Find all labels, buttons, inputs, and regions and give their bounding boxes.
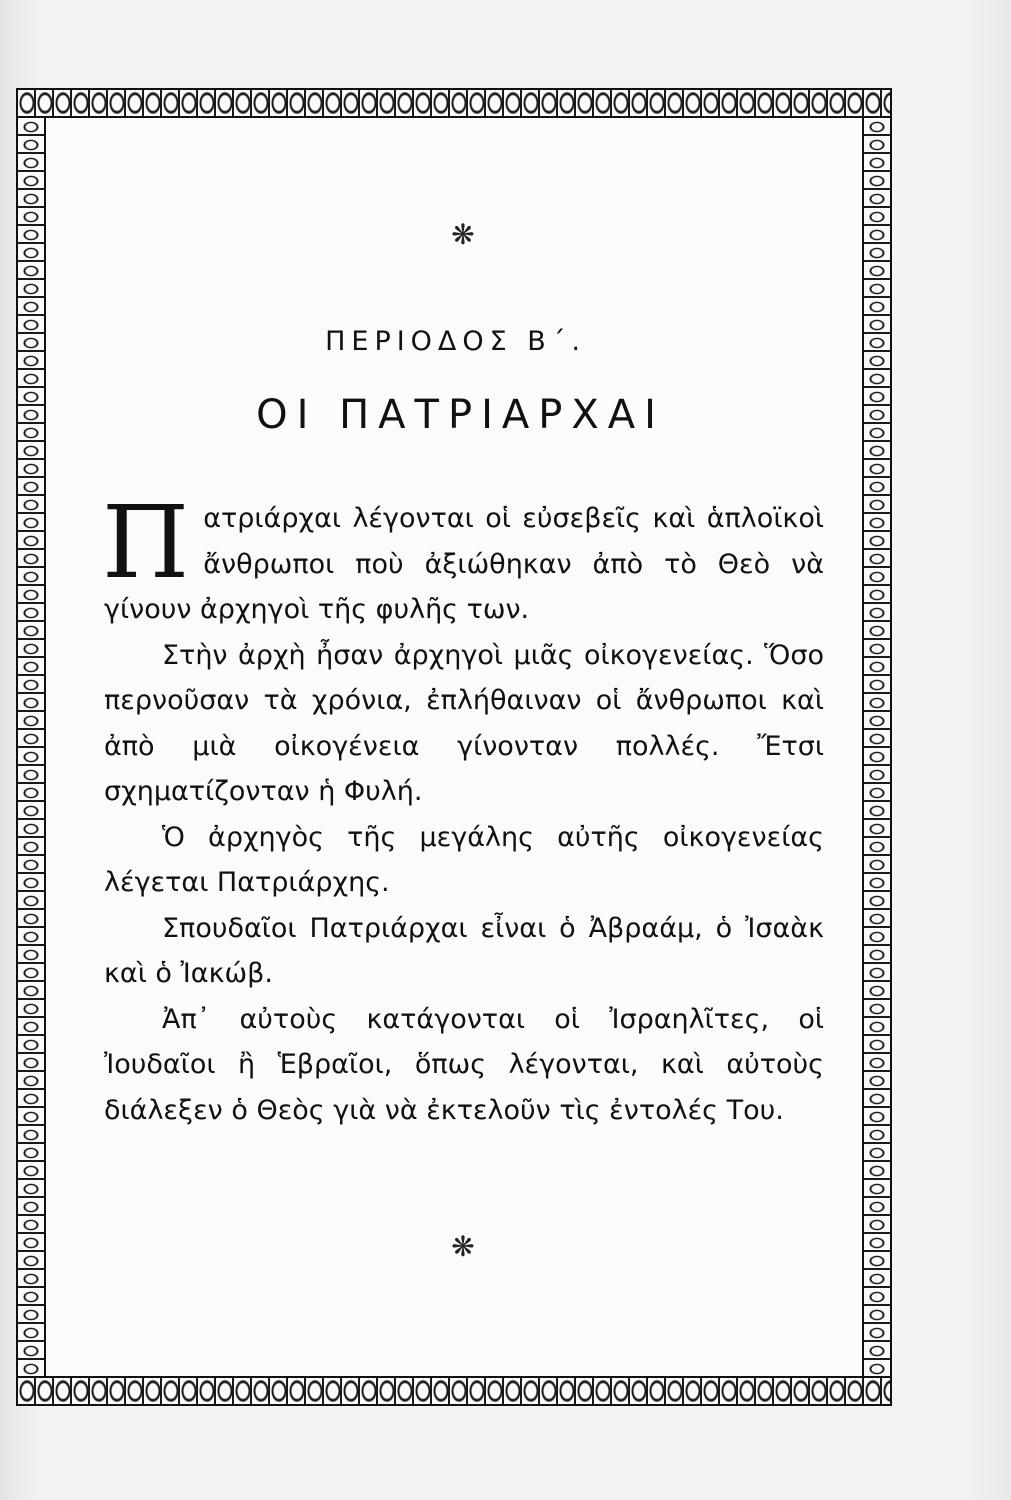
paragraph-2: Στὴν ἀρχὴ ἦσαν ἀρχηγοὶ μιᾶς οἰκογενείας. Ὅσο περνοῦσαν τὰ χρόνια, ἐπλήθαιναν οἱ ἄνθρωποι καὶ ἀπὸ μιὰ οἰκογένεια γίνονταν πολλές. Ἔτσι σχηματίζονταν ἡ Φυλή.	[104, 639, 824, 807]
border-band-top	[18, 90, 890, 118]
flower-ornament-icon: ❋	[451, 218, 475, 251]
drop-cap: Π	[102, 484, 190, 601]
flower-ornament-icon: ❋	[451, 1230, 475, 1263]
paragraph-5: Ἀπ᾽ αὐτοὺς κατάγονται οἱ Ἰσραηλῖτες, οἱ Ἰουδαῖοι ἢ Ἑβραῖοι, ὅπως λέγονται, καὶ αὐτοὺς διάλεξεν ὁ Θεὸς γιὰ νὰ ἐκτελοῦν τὶς ἐντολές Του.	[104, 1003, 824, 1126]
border-band-bottom	[18, 1376, 890, 1404]
paragraph-1-text: ατριάρχαι λέγονται οἱ εὐσεβεῖς καὶ ἁπλοϊκοὶ ἄνθρωποι ποὺ ἀξιώθηκαν ἀπὸ τὸ Θεὸ νὰ γίνουν ἀρχηγοὶ τῆς φυλῆς των.	[104, 503, 824, 625]
paragraph-1	[102, 484, 824, 633]
border-band-left	[18, 118, 46, 1376]
border-band-right	[862, 118, 890, 1376]
body-text	[102, 484, 824, 1133]
paragraph-3: Ὁ ἀρχηγὸς τῆς μεγάλης αὐτῆς οἰκογενείας λέγεται Πατριάρχης.	[104, 821, 824, 898]
period-heading: ΠΕΡΙΟΔΟΣ Β΄.	[325, 326, 586, 357]
paragraph-4: Σπουδαῖοι Πατριάρχαι εἶναι ὁ Ἀβραάμ, ὁ Ἰσαὰκ καὶ ὁ Ἰακώβ.	[104, 912, 824, 989]
chapter-title: ΟΙ ΠΑΤΡΙΑΡΧΑΙ	[256, 392, 665, 438]
